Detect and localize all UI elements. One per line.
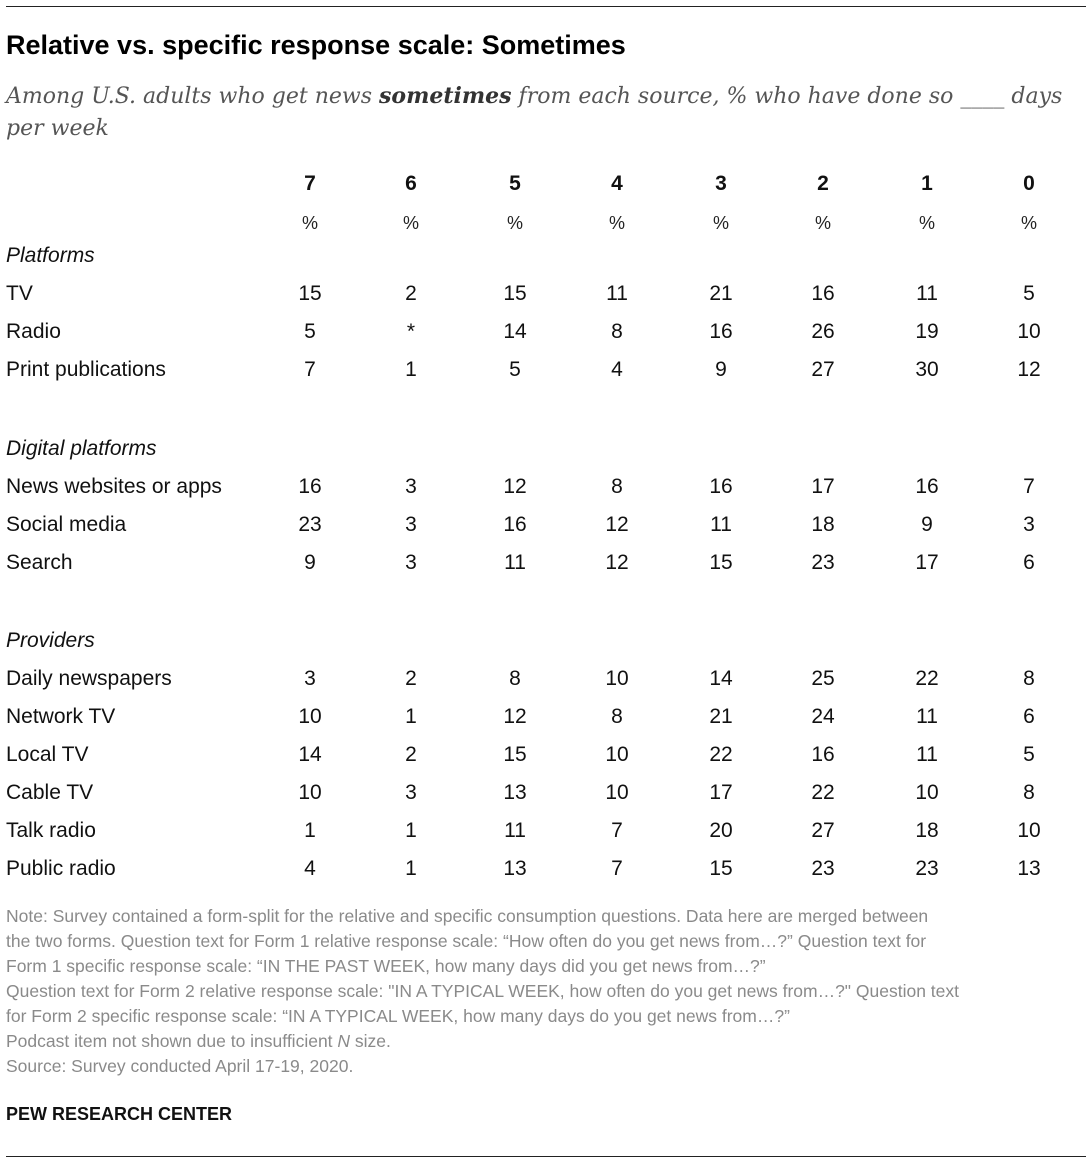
table-cell: 30 — [915, 358, 939, 381]
table-cell: 20 — [709, 819, 733, 842]
table-cell: 2 — [405, 282, 417, 305]
column-unit: % — [712, 213, 730, 233]
note-line: the two forms. Question text for Form 1 relative response scale: “How often do you get news from…?” Question text for — [6, 931, 927, 951]
table-cell: 10 — [915, 781, 939, 804]
table-cell: 13 — [503, 857, 527, 880]
table-cell: 24 — [811, 705, 835, 728]
table-cell: 23 — [915, 857, 939, 880]
table-cell: 16 — [709, 320, 733, 343]
table-cell: 12 — [605, 551, 629, 574]
table-cell: 15 — [503, 282, 527, 305]
table-cell: 12 — [503, 705, 527, 728]
column-header-1: 1 — [921, 172, 933, 195]
row-label: Cable TV — [6, 781, 94, 804]
table-cell: 22 — [915, 667, 939, 690]
table-cell: 11 — [606, 282, 628, 305]
table-cell: 18 — [811, 513, 835, 536]
table-cell: 3 — [405, 551, 417, 574]
table-cell: 15 — [503, 743, 527, 766]
table-cell: 10 — [1017, 819, 1041, 842]
note-line-podcast — [6, 1029, 1088, 1054]
note-line: Note: Survey contained a form-split for the relative and specific consumption questions. Data here are merged between — [6, 906, 929, 926]
table-cell: 1 — [405, 358, 417, 381]
table-cell: 1 — [405, 705, 417, 728]
table-cell: 23 — [811, 551, 835, 574]
table-cell: 10 — [605, 743, 629, 766]
column-header-2: 2 — [817, 172, 829, 195]
column-header-7: 7 — [304, 172, 316, 195]
table-cell: 21 — [709, 705, 733, 728]
table-cell: 8 — [1023, 667, 1035, 690]
table-cell: 17 — [915, 551, 939, 574]
table-cell: 5 — [1023, 743, 1035, 766]
table-cell: 2 — [405, 743, 417, 766]
row-label: TV — [6, 282, 33, 305]
table-cell: 12 — [1017, 358, 1041, 381]
column-unit: % — [506, 213, 524, 233]
table-cell: 26 — [811, 320, 835, 343]
table-cell: 14 — [298, 743, 322, 766]
table-cell: 8 — [611, 705, 623, 728]
table-cell: 17 — [709, 781, 733, 804]
table-cell: 27 — [811, 358, 835, 381]
table-cell: 21 — [709, 282, 733, 305]
table-cell: 18 — [915, 819, 939, 842]
source-line: Source: Survey conducted April 17-19, 2020. — [6, 1056, 354, 1076]
table-cell: 10 — [605, 667, 629, 690]
pew-research-center-label: PEW RESEARCH CENTER — [6, 1104, 233, 1124]
table-cell: 11 — [504, 819, 526, 842]
table-cell: 3 — [405, 513, 417, 536]
table-cell: 10 — [298, 705, 322, 728]
column-unit: % — [814, 213, 832, 233]
subtitle-text-before: Among U.S. adults who get news — [6, 84, 380, 109]
table-cell: 11 — [916, 705, 938, 728]
table-cell: 5 — [1023, 282, 1035, 305]
table-cell: 14 — [709, 667, 733, 690]
table-cell: 8 — [611, 475, 623, 498]
table-cell: 22 — [811, 781, 835, 804]
table-cell: 11 — [504, 551, 526, 574]
table-cell: 11 — [710, 513, 732, 536]
column-unit: % — [301, 213, 319, 233]
table-cell: 16 — [811, 282, 835, 305]
note-podcast-after: size. — [350, 1031, 391, 1051]
table-cell: 23 — [298, 513, 322, 536]
chart-title: Relative vs. specific response scale: Sometimes — [6, 30, 626, 60]
table-cell: 27 — [811, 819, 835, 842]
table-cell: 12 — [605, 513, 629, 536]
table-cell: 16 — [298, 475, 322, 498]
row-label: Radio — [6, 320, 61, 343]
table-cell: 6 — [1023, 551, 1035, 574]
subtitle-emphasis: sometimes — [379, 83, 512, 109]
table-cell: 9 — [304, 551, 316, 574]
column-header-4: 4 — [611, 172, 623, 195]
table-cell: 3 — [1023, 513, 1035, 536]
table-cell: 7 — [1023, 475, 1035, 498]
table-cell: 1 — [304, 819, 316, 842]
table-cell: 25 — [811, 667, 835, 690]
table-cell: 13 — [1017, 857, 1041, 880]
table-cell: 5 — [304, 320, 316, 343]
row-label: Daily newspapers — [6, 667, 172, 690]
table-cell: 3 — [405, 781, 417, 804]
column-unit: % — [402, 213, 420, 233]
column-header-3: 3 — [715, 172, 727, 195]
row-label: Talk radio — [6, 819, 96, 842]
section-label: Platforms — [6, 244, 95, 267]
table-cell: 3 — [405, 475, 417, 498]
table-cell: 14 — [503, 320, 527, 343]
table-cell: 10 — [1017, 320, 1041, 343]
table-cell: 17 — [811, 475, 835, 498]
table-cell: 16 — [709, 475, 733, 498]
table-cell: 16 — [811, 743, 835, 766]
table-cell: 15 — [709, 857, 733, 880]
table-cell: 15 — [298, 282, 322, 305]
table-cell: 19 — [915, 320, 939, 343]
subtitle-text-after: from each source, % who have done so ____ days per week — [6, 84, 1063, 141]
column-header-0: 0 — [1023, 172, 1035, 195]
note-podcast-n: N — [337, 1031, 351, 1051]
table-cell: 7 — [611, 819, 623, 842]
row-label: Social media — [6, 513, 127, 536]
table-cell: 6 — [1023, 705, 1035, 728]
row-label: Print publications — [6, 358, 166, 381]
table-cell: 9 — [715, 358, 727, 381]
table-cell: 9 — [921, 513, 933, 536]
section-label: Providers — [6, 629, 95, 652]
table-cell: 11 — [916, 743, 938, 766]
column-header-6: 6 — [405, 172, 417, 195]
column-header-5: 5 — [509, 172, 521, 195]
table-cell: 4 — [304, 857, 316, 880]
table-cell: 11 — [916, 282, 938, 305]
column-unit: % — [608, 213, 626, 233]
row-label: Network TV — [6, 705, 116, 728]
note-podcast-before: Podcast item not shown due to insufficient — [6, 1031, 338, 1051]
row-label: News websites or apps — [6, 475, 222, 498]
table-cell: 16 — [503, 513, 527, 536]
row-label: Local TV — [6, 743, 89, 766]
table-cell: 15 — [709, 551, 733, 574]
table-cell: 13 — [503, 781, 527, 804]
table-cell: 8 — [1023, 781, 1035, 804]
table-cell: 7 — [611, 857, 623, 880]
table-cell: 7 — [304, 358, 316, 381]
table-cell: 12 — [503, 475, 527, 498]
table-cell: 1 — [405, 819, 417, 842]
table-cell: 1 — [405, 857, 417, 880]
table-cell: 16 — [915, 475, 939, 498]
row-label: Public radio — [6, 857, 116, 880]
table-cell: 22 — [709, 743, 733, 766]
table-cell: 4 — [611, 358, 623, 381]
column-unit: % — [918, 213, 936, 233]
table-cell: 2 — [405, 667, 417, 690]
table-cell: 3 — [304, 667, 316, 690]
table-cell: 23 — [811, 857, 835, 880]
row-label: Search — [6, 551, 73, 574]
note-line: for Form 2 specific response scale: “IN A TYPICAL WEEK, how many days do you get news from…?” — [6, 1006, 790, 1026]
column-unit: % — [1020, 213, 1038, 233]
bottom-rule — [6, 1156, 1086, 1157]
table-cell: 10 — [298, 781, 322, 804]
section-label: Digital platforms — [6, 437, 157, 460]
table-cell: 10 — [605, 781, 629, 804]
table-cell: 8 — [509, 667, 521, 690]
note-line: Form 1 specific response scale: “IN THE PAST WEEK, how many days did you get news from…?” — [6, 956, 766, 976]
note-line: Question text for Form 2 relative response scale: "IN A TYPICAL WEEK, how often do you get news from…?" Question text — [6, 981, 959, 1001]
table-cell: * — [406, 320, 416, 343]
table-cell: 5 — [509, 358, 521, 381]
table-cell: 8 — [611, 320, 623, 343]
notes-block — [6, 904, 1088, 1079]
